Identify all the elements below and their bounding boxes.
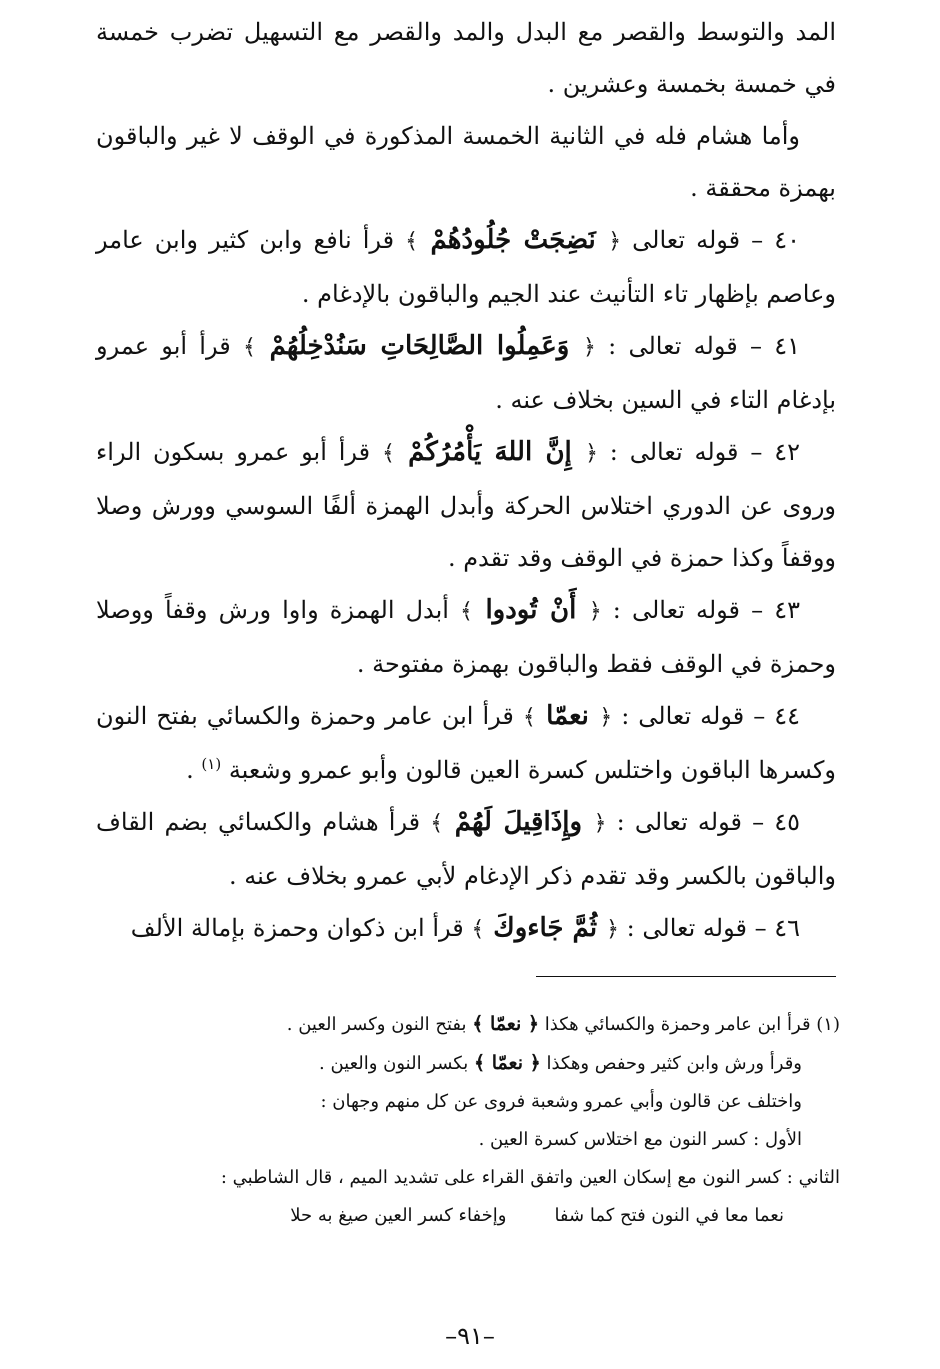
paragraph-text: أبدل الهمزة واوا ورش وقفاً ووصلا وحمزة في الوقف فقط والباقون بهمزة مفتوحة . xyxy=(96,596,836,678)
paragraph-text: ٤٠ – قوله تعالى xyxy=(621,226,800,254)
paragraph-45 xyxy=(96,796,836,902)
paragraph-text: ٤٢ – قوله تعالى : xyxy=(597,438,800,466)
footnote-reference[interactable]: (١) xyxy=(201,755,222,773)
ornament-open: ﴿ xyxy=(527,1013,540,1035)
quran-text: نعمّا xyxy=(490,1013,522,1035)
quran-text: نَضِجَتْ جُلُودُهُمْ xyxy=(430,225,596,255)
quran-quote xyxy=(382,437,598,467)
paragraph-43 xyxy=(96,584,836,690)
footnote-text: (١) قرأ ابن عامر وحمزة والكسائي هكذا xyxy=(539,1014,840,1035)
paragraph-41 xyxy=(96,320,836,426)
quran-text: إِنَّ اللهَ يَأْمُرُكُمْ xyxy=(408,437,572,467)
quran-text: وَعَمِلُوا الصَّالِحَاتِ سَنُدْخِلُهُمْ xyxy=(269,331,570,361)
quran-text: ثُمَّ جَاءوكَ xyxy=(493,913,598,943)
quran-quote xyxy=(471,913,619,943)
footnote-line-1 xyxy=(120,1005,840,1044)
quran-text: نعمّا xyxy=(491,1052,523,1074)
paragraph-text: ٤٦ – قوله تعالى : xyxy=(619,914,800,942)
ornament-open: ﴿ xyxy=(608,229,622,254)
ornament-close: ﴾ xyxy=(405,229,419,254)
paragraph-44 xyxy=(96,690,836,796)
ornament-close: ﴾ xyxy=(522,705,536,730)
paragraph-text: . xyxy=(186,756,202,784)
ornament-close: ﴾ xyxy=(381,441,395,466)
ornament-open: ﴿ xyxy=(606,917,620,942)
paragraph-text: قرأ أبو عمرو بسكون الراء وروى عن الدوري اختلاس الحركة وأبدل الهمزة ألفًا السوسي وورش وصلا ووقفاً وكذا حمزة في الوقف وقد تقدم . xyxy=(96,438,836,572)
paragraph-40 xyxy=(96,214,836,320)
ornament-close: ﴾ xyxy=(472,1013,484,1035)
paragraph-46 xyxy=(96,902,836,956)
paragraph-42 xyxy=(96,426,836,584)
paragraph-text: قرأ أبو عمرو بإدغام التاء في السين بخلاف عنه . xyxy=(96,332,836,414)
ornament-open: ﴿ xyxy=(529,1052,541,1074)
paragraph-text: قرأ ابن عامر وحمزة والكسائي بفتح النون وكسرها الباقون واختلس كسرة العين قالون وأبو عمرو وشعبة xyxy=(96,702,836,784)
poem-verse xyxy=(120,1197,840,1235)
quran-quote xyxy=(472,1013,539,1035)
paragraph-text: ٤٣ – قوله تعالى : xyxy=(601,596,800,624)
poem-first-hemistich: نعما معا في النون فتح كما شفا xyxy=(554,1205,784,1226)
quran-text: أَنْ تُودوا xyxy=(485,595,577,625)
paragraph-text: قرأ هشام والكسائي بضم القاف والباقون بالكسر وقد تقدم ذكر الإدغام لأبي عمرو بخلاف عنه . xyxy=(96,808,836,890)
footnote-line-3: واختلف عن قالون وأبي عمرو وشعبة فروى عن كل منهم وجهان : xyxy=(320,1091,802,1112)
ornament-close: ﴾ xyxy=(471,917,485,942)
footnote-text: بفتح النون وكسر العين . xyxy=(286,1014,473,1035)
ornament-open: ﴿ xyxy=(599,705,613,730)
quran-quote xyxy=(243,331,596,361)
footnote-line-4: الأول : كسر النون مع اختلاس كسرة العين . xyxy=(478,1129,802,1150)
quran-quote xyxy=(430,807,606,837)
ornament-close: ﴾ xyxy=(242,335,256,360)
quran-text: وإِذَاقِيلَ لَهُمْ xyxy=(454,807,583,837)
ornament-open: ﴿ xyxy=(582,335,596,360)
ornament-close: ﴾ xyxy=(430,811,444,836)
paragraph-text: ٤٥ – قوله تعالى : xyxy=(606,808,800,836)
ornament-open: ﴿ xyxy=(585,441,598,466)
main-text xyxy=(96,6,836,956)
quran-quote xyxy=(405,225,621,255)
footnote-separator xyxy=(536,976,836,977)
footnote-line-5: الثاني : كسر النون مع إسكان العين واتفق القراء على تشديد الميم ، قال الشاطبي : xyxy=(220,1167,840,1188)
paragraph-text: قرأ نافع وابن كثير وابن عامر وعاصم بإظهار تاء التأنيث عند الجيم والباقون بالإدغام . xyxy=(96,226,836,308)
footnote-line-2 xyxy=(120,1044,840,1083)
footnote-text: بكسر النون والعين . xyxy=(319,1053,474,1074)
ornament-close: ﴾ xyxy=(473,1052,486,1074)
paragraph-text: قرأ ابن ذكوان وحمزة بإمالة الألف xyxy=(130,914,472,942)
paragraph-hisham xyxy=(96,110,836,214)
ornament-close: ﴾ xyxy=(460,599,473,624)
quran-quote xyxy=(474,1052,541,1074)
ornament-open: ﴿ xyxy=(593,811,607,836)
quran-text: نعمّا xyxy=(546,701,589,731)
paragraph-text: ٤١ – قوله تعالى : xyxy=(595,332,801,360)
quran-quote xyxy=(460,595,602,625)
paragraph-text: وأما هشام فله في الثانية الخمسة المذكورة في الوقف لا غير والباقون بهمزة محققة . xyxy=(96,122,836,202)
poem-second-hemistich: وإخفاء كسر العين صيغ به حلا xyxy=(290,1205,507,1226)
paragraph-text: ٤٤ – قوله تعالى : xyxy=(612,702,800,730)
quran-quote xyxy=(523,701,612,731)
footnotes-section xyxy=(120,1005,840,1235)
ornament-open: ﴿ xyxy=(588,599,602,624)
page-number: –٩١– xyxy=(445,1322,495,1350)
paragraph-text: المد والتوسط والقصر مع البدل والمد والقصر مع التسهيل تضرب خمسة في خمسة بخمسة وعشرين . xyxy=(96,18,836,98)
paragraph-intro xyxy=(96,6,836,110)
footnote-text: وقرأ ورش وابن كثير وحفص وهكذا xyxy=(540,1053,802,1074)
